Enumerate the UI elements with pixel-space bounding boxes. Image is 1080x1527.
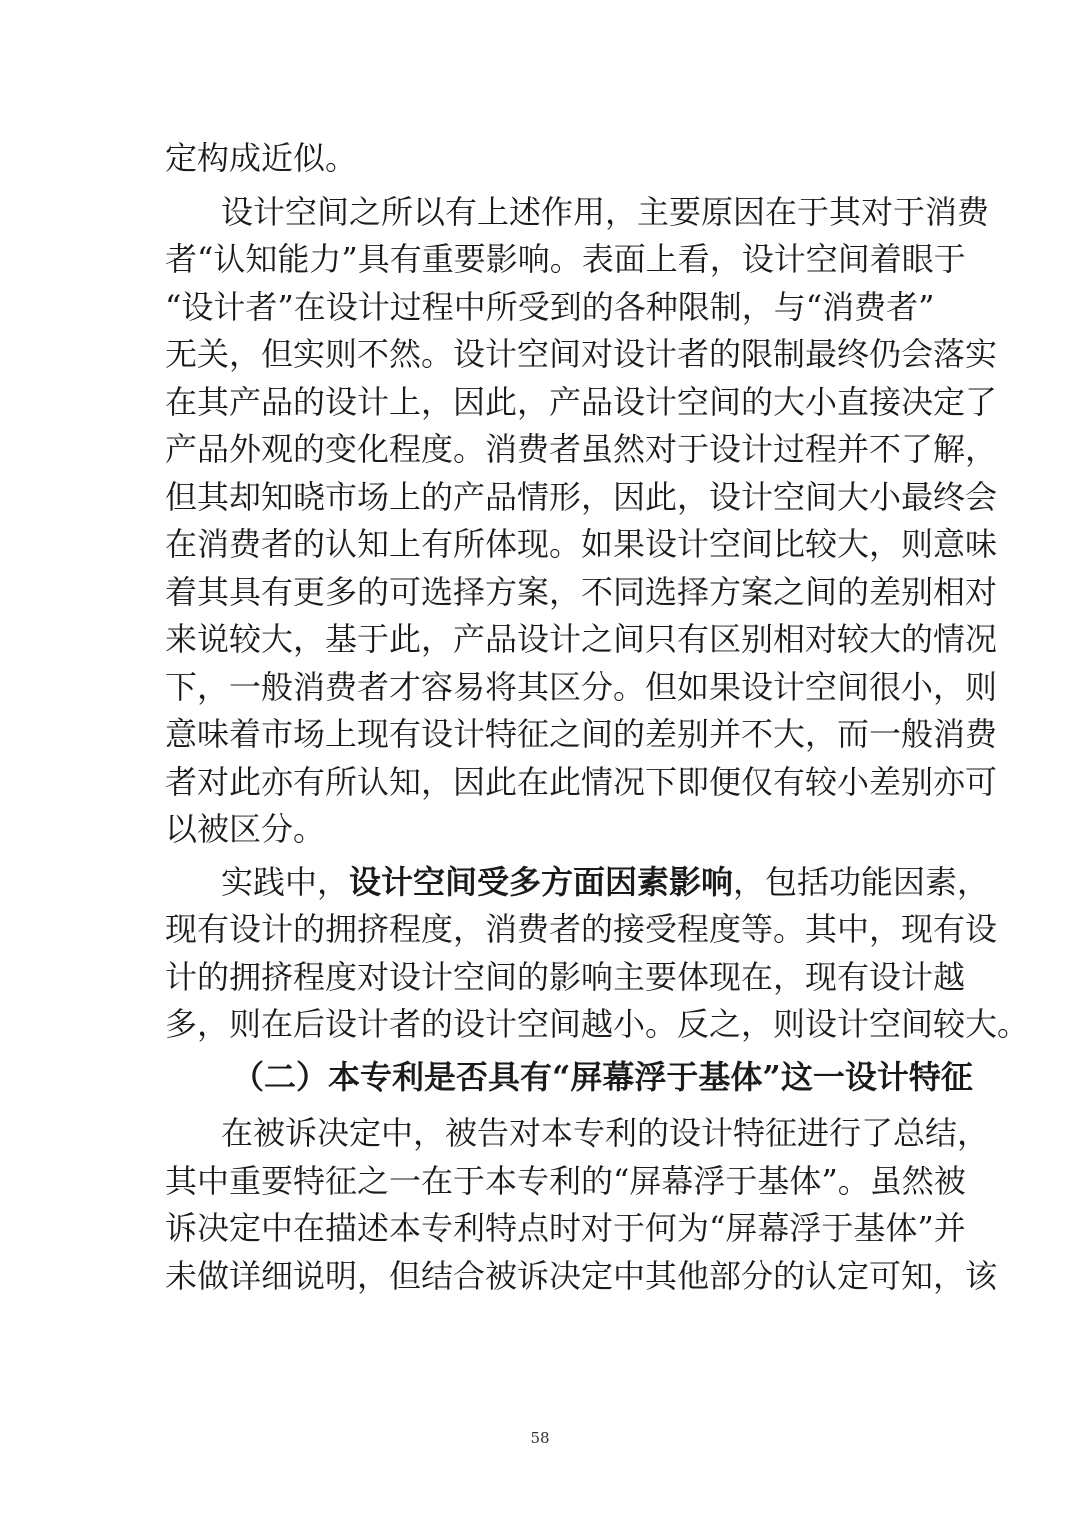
bold-phrase: 设计空间受多方面因素影响 — [349, 863, 734, 901]
paragraph-line: 在其产品的设计上，因此，产品设计空间的大小直接决定了 — [165, 383, 998, 421]
paragraph-line: 现有设计的拥挤程度，消费者的接受程度等。其中，现有设 — [165, 910, 998, 948]
paragraph-line: 意味着市场上现有设计特征之间的差别并不大，而一般消费 — [165, 715, 998, 753]
paragraph-line: 其中重要特征之一在于本专利的“屏幕浮于基体”。虽然被 — [165, 1162, 966, 1200]
paragraph-line: 者“认知能力”具有重要影响。表面上看，设计空间着眼于 — [165, 240, 966, 278]
paragraph-line: 者对此亦有所认知，因此在此情况下即便仅有较小差别亦可 — [165, 763, 998, 801]
paragraph-line: 以被区分。 — [165, 810, 326, 848]
paragraph-first-line: 在被诉决定中，被告对本专利的设计特征进行了总结， — [221, 1114, 990, 1152]
paragraph-line: 无关，但实则不然。设计空间对设计者的限制最终仍会落实 — [165, 335, 998, 373]
paragraph-line: 多，则在后设计者的设计空间越小。反之，则设计空间较大。 — [165, 1005, 1030, 1043]
paragraph-line: 但其却知晓市场上的产品情形，因此，设计空间大小最终会 — [165, 478, 998, 516]
paragraph-line: 未做详细说明，但结合被诉决定中其他部分的认定可知，该 — [165, 1257, 998, 1295]
paragraph-line: “设计者”在设计过程中所受到的各种限制，与“消费者” — [165, 288, 935, 326]
text-run: 实践中， — [221, 863, 350, 901]
paragraph-first-line: 设计空间之所以有上述作用，主要原因在于其对于消费 — [221, 193, 990, 231]
text-run: ，包括功能因素， — [733, 863, 990, 901]
paragraph-line: 计的拥挤程度对设计空间的影响主要体现在，现有设计越 — [165, 958, 966, 996]
paragraph-first-line — [221, 862, 990, 902]
paragraph-line: 产品外观的变化程度。消费者虽然对于设计过程并不了解， — [165, 430, 998, 468]
paragraph-line: 在消费者的认知上有所体现。如果设计空间比较大，则意味 — [165, 525, 998, 563]
paragraph-line: 定构成近似。 — [165, 139, 358, 177]
page-number: 58 — [530, 1429, 550, 1447]
paragraph-line: 诉决定中在描述本专利特点时对于何为“屏幕浮于基体”并 — [165, 1209, 966, 1247]
paragraph-line: 着其具有更多的可选择方案，不同选择方案之间的差别相对 — [165, 573, 998, 611]
paragraph-line: 来说较大，基于此，产品设计之间只有区别相对较大的情况 — [165, 620, 998, 658]
section-heading: （二）本专利是否具有“屏幕浮于基体”这一设计特征 — [232, 1058, 973, 1096]
paragraph-line: 下，一般消费者才容易将其区分。但如果设计空间很小，则 — [165, 668, 998, 706]
